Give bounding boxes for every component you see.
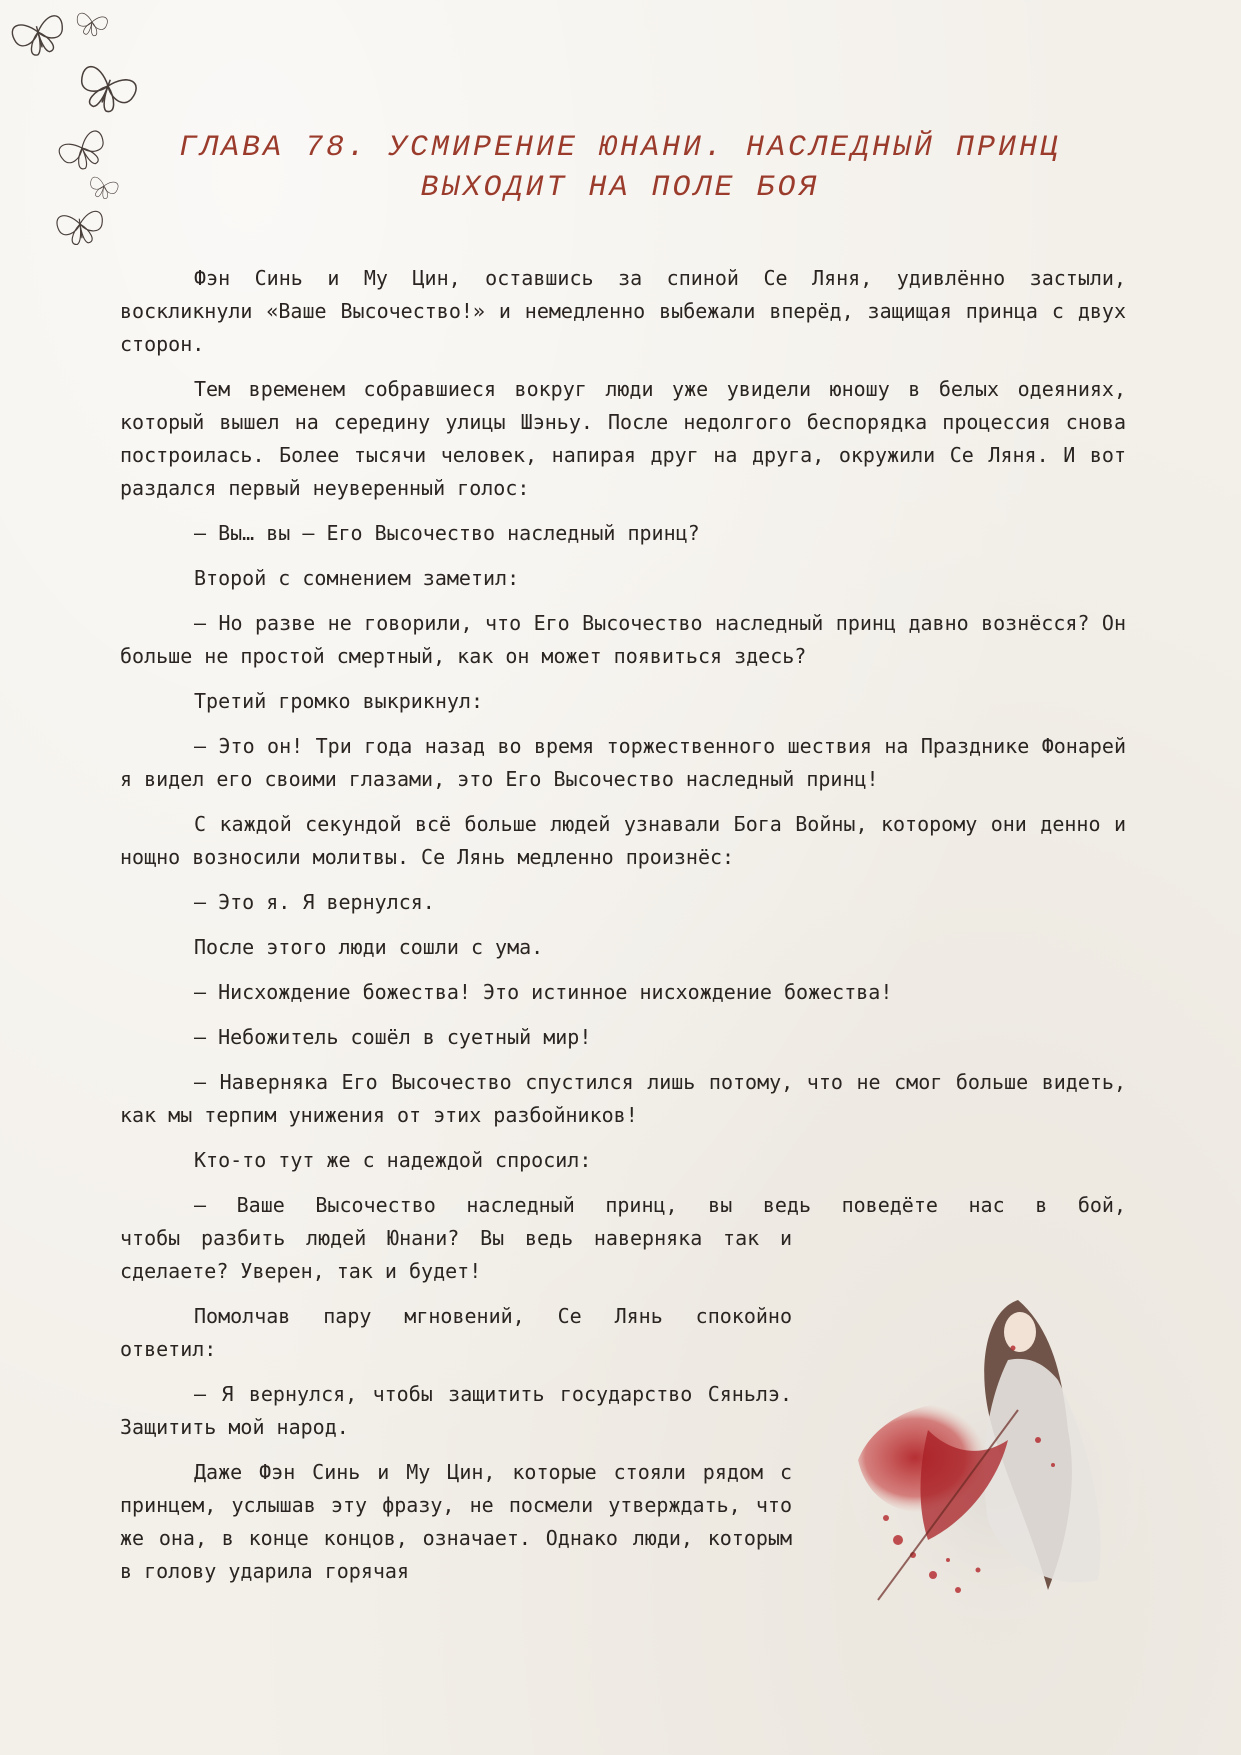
paragraph: — Нисхождение божества! Это истинное нисхождение божества! [194, 980, 893, 1004]
butterfly-icon [57, 129, 111, 176]
crimson-figure-illustration [838, 1290, 1138, 1620]
paragraph-wrapped [120, 1189, 1126, 1288]
butterfly-decoration [0, 0, 160, 260]
paragraph: Второй с сомнением заметил: [194, 566, 520, 590]
paragraph: — Это я. Я вернулся. [194, 890, 435, 914]
paragraph: Фэн Синь и Му Цин, оставшись за спиной Се Ляня, удивлённо застыли, воскликнули «Ваше Высочество!» и немедленно выбежали вперёд, защищая принца с двух сторон. [120, 266, 1126, 356]
paragraph: — Вы… вы — Его Высочество наследный принц? [194, 521, 700, 545]
paragraph: Помолчав пару мгновений, Се Лянь спокойно ответил: [120, 1304, 792, 1361]
butterfly-icon [75, 12, 108, 37]
butterfly-icon [56, 210, 105, 246]
paragraph: Третий громко выкрикнул: [194, 689, 483, 713]
paragraph: — Я вернулся, чтобы защитить государство Сяньлэ. Защитить мой народ. [120, 1382, 792, 1439]
paragraph: Даже Фэн Синь и Му Цин, которые стояли рядом с принцем, услышав эту фразу, не посмели утверждать, что же она, в конце концов, означает. Однако люди, которым в голову ударила горячая [120, 1460, 792, 1583]
paragraph: Кто-то тут же с надеждой спросил: [194, 1148, 592, 1172]
paragraph: С каждой секундой всё больше людей узнавали Бога Войны, которому они денно и нощно возносили молитвы. Се Лянь медленно произнёс: [120, 812, 1126, 869]
chapter-title-line-2: ВЫХОДИТ НА ПОЛЕ БОЯ [420, 171, 820, 205]
paragraph: — Наверняка Его Высочество спустился лишь потому, что не смог больше видеть, как мы терпим унижения от этих разбойников! [120, 1070, 1126, 1127]
paragraph: — Но разве не говорили, что Его Высочество наследный принц давно вознёсся? Он больше не простой смертный, как он может появиться здесь? [120, 611, 1126, 668]
butterfly-icon [87, 176, 119, 201]
paragraph: — Небожитель сошёл в суетный мир! [194, 1025, 592, 1049]
chapter-title-line-1: ГЛАВА 78. УСМИРЕНИЕ ЮНАНИ. НАСЛЕДНЫЙ ПРИНЦ [178, 131, 1062, 165]
paragraph-first-line: — Ваше Высочество наследный принц, вы ведь поведёте нас в бой, [194, 1193, 1126, 1217]
chapter-title [150, 128, 1090, 208]
paragraph-rest: чтобы разбить людей Юнани? Вы ведь наверняка так и сделаете? Уверен, так и будет! [120, 1226, 792, 1283]
paragraph: После этого люди сошли с ума. [194, 935, 544, 959]
butterfly-icon [11, 14, 69, 60]
paragraph: Тем временем собравшиеся вокруг люди уже увидели юношу в белых одеяниях, который вышел на середину улицы Шэньу. После недолгого беспорядка процессия снова построилась. Более тысячи человек, напирая друг на друга, окружили Се Ляня. И вот раздался первый неуверенный голос: [120, 377, 1126, 500]
butterfly-icon [74, 64, 139, 118]
paragraph: — Это он! Три года назад во время торжественного шествия на Празднике Фонарей я видел его своими глазами, это Его Высочество наследный принц! [120, 734, 1126, 791]
